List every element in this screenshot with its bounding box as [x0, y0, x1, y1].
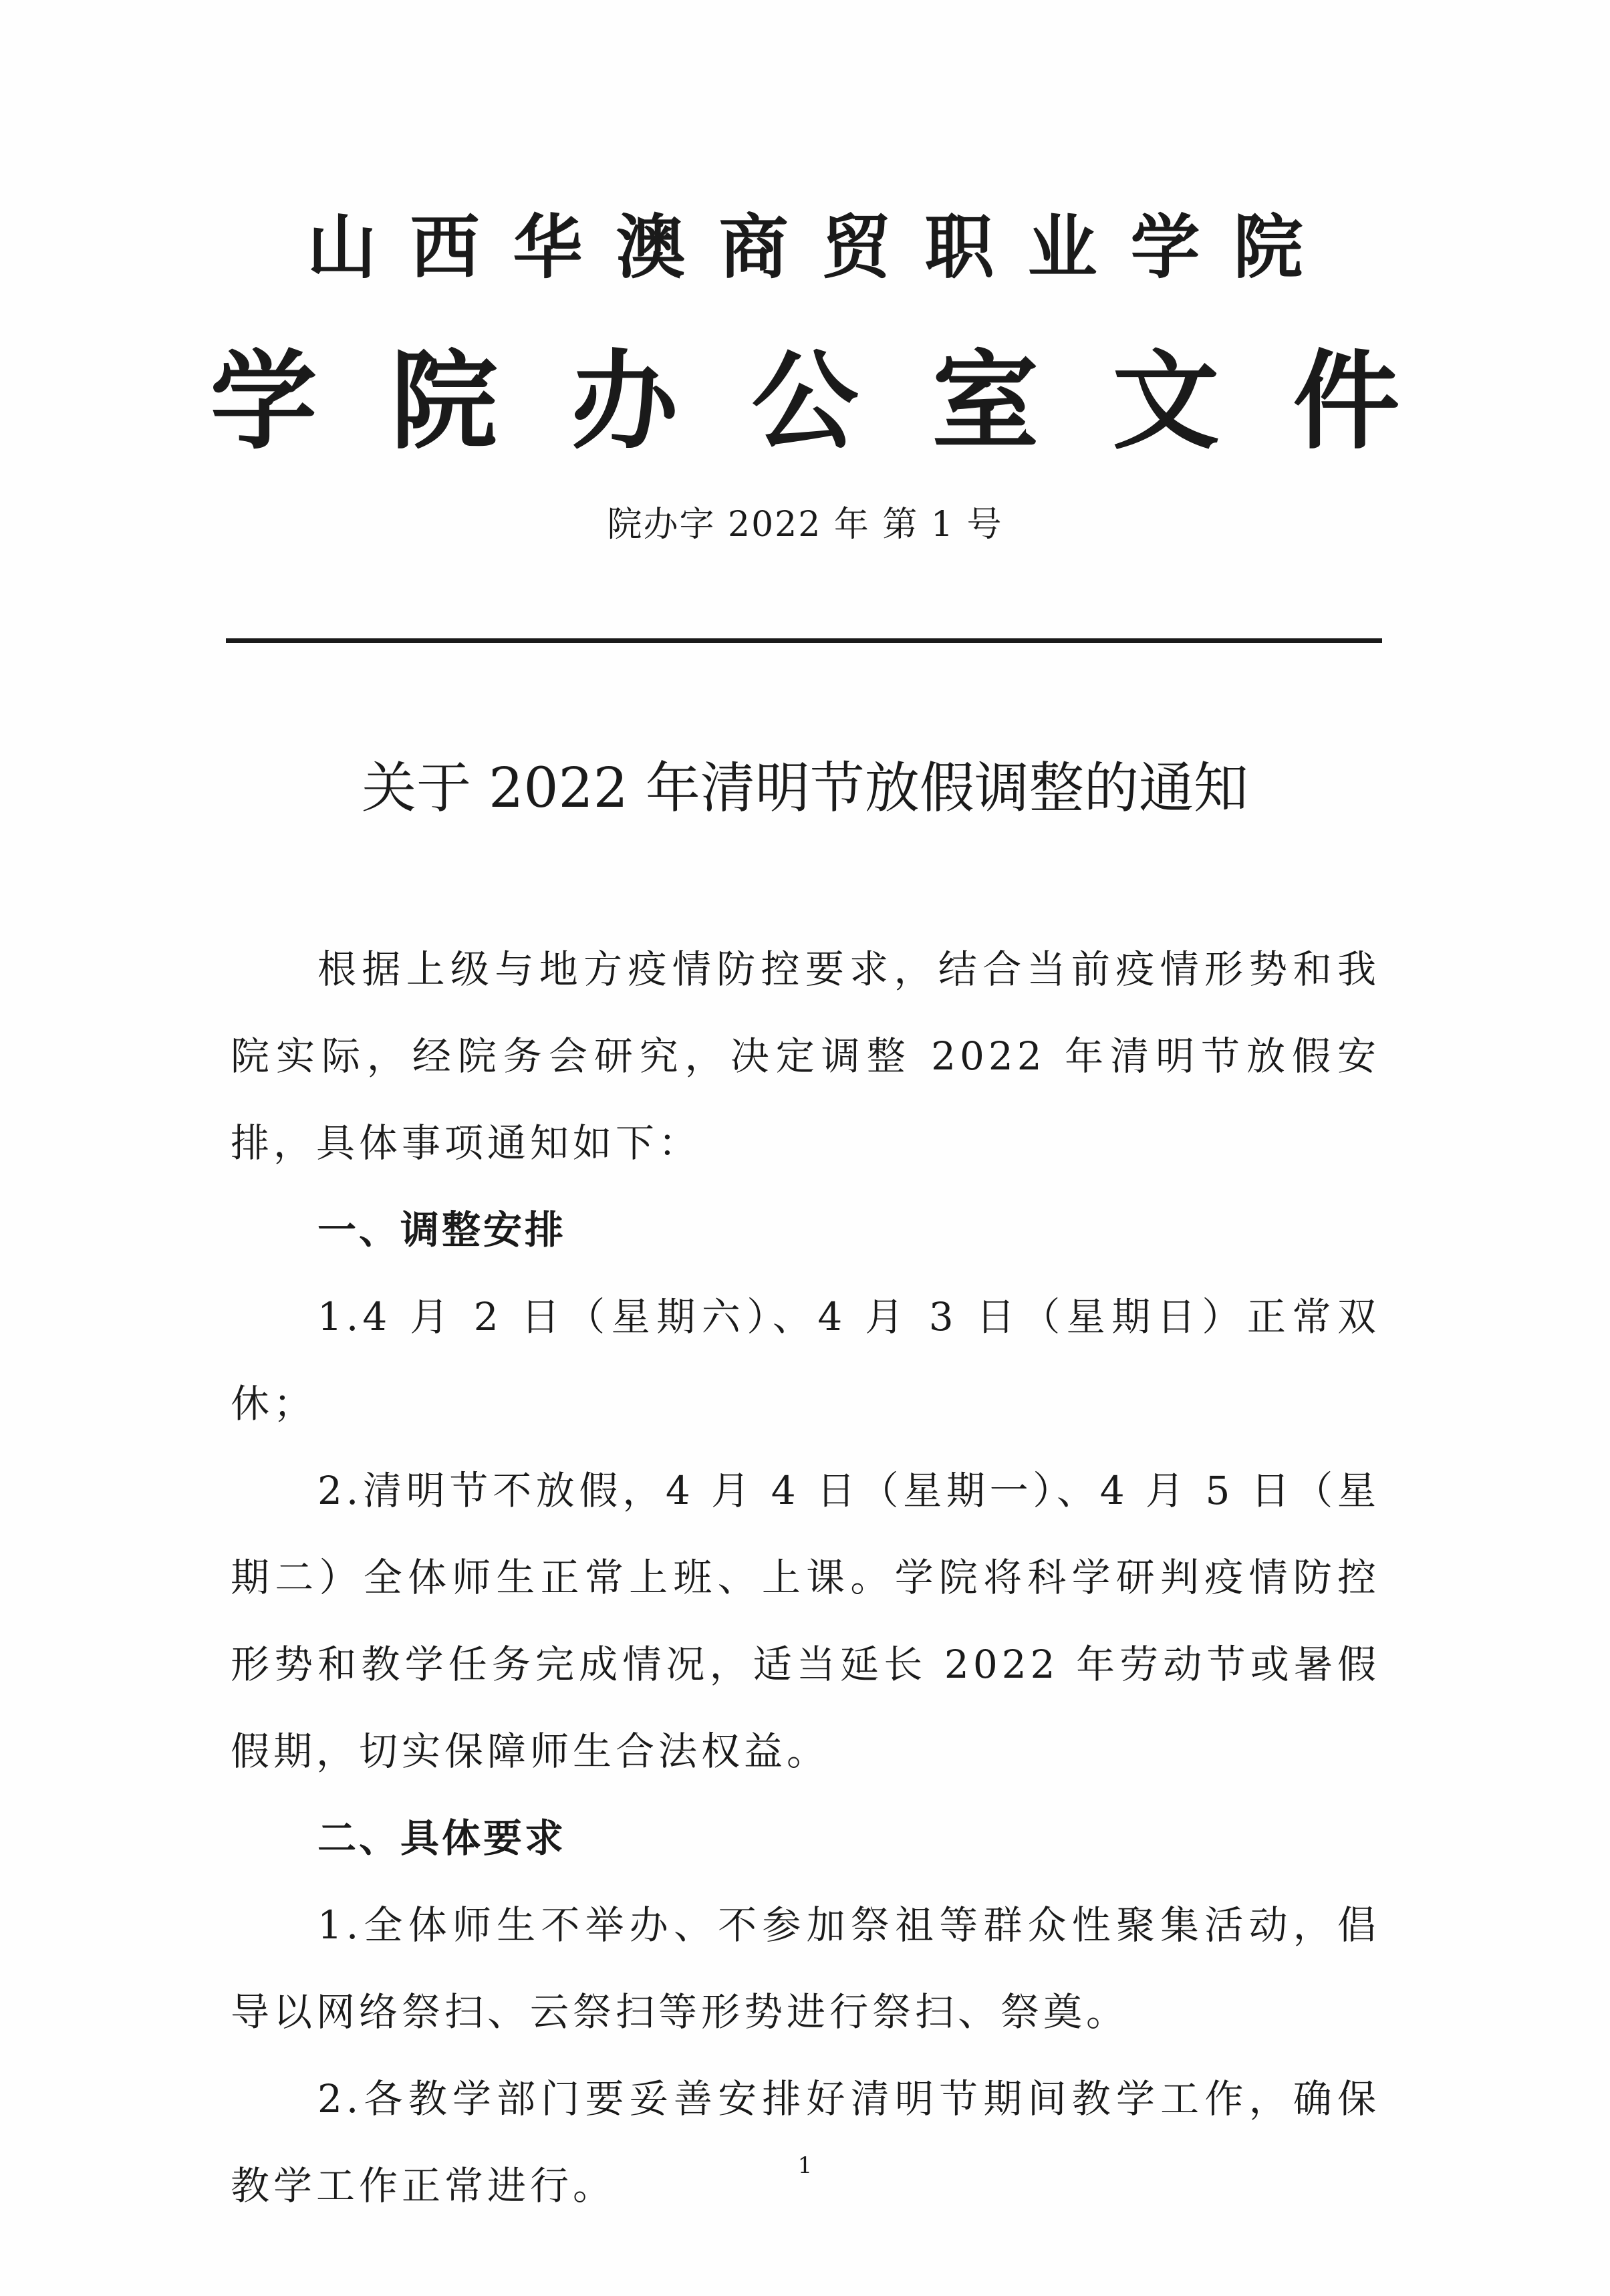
notice-body	[231, 926, 1380, 2229]
section-heading: 二、具体要求	[317, 1815, 567, 1861]
section-item: 1.全体师生不举办、不参加祭祖等群众性聚集活动，倡导以网络祭扫、云祭扫等形势进行祭扫、祭奠。	[231, 1902, 1380, 2035]
section-heading: 一、调整安排	[317, 1207, 567, 1253]
section-item: 1.4 月 2 日（星期六）、4 月 3 日（星期日）正常双休；	[231, 1294, 1380, 1426]
page-number: 1	[797, 2152, 813, 2179]
document-type-title: 学院办公室文件	[210, 338, 1474, 464]
notice-title: 关于 2022 年清明节放假调整的通知	[362, 757, 1248, 820]
intro-paragraph: 根据上级与地方疫情防控要求，结合当前疫情形势和我院实际，经院务会研究，决定调整 2022 年清明节放假安排，具体事项通知如下：	[231, 946, 1380, 1166]
header-divider	[226, 638, 1382, 643]
section-item: 2.各教学部门要妥善安排好清明节期间教学工作，确保教学工作正常进行。	[231, 2076, 1380, 2208]
document-number: 院办字 2022 年 第 1 号	[607, 505, 1003, 545]
section-item: 2.清明节不放假，4 月 4 日（星期一）、4 月 5 日（星期二）全体师生正常上班、上课。学院将科学研判疫情防控形势和教学任务完成情况，适当延长 2022 年劳动节或暑假假期，切实保障师生合法权益。	[231, 1468, 1380, 1774]
organization-name: 山西华澳商贸职业学院	[307, 207, 1337, 288]
